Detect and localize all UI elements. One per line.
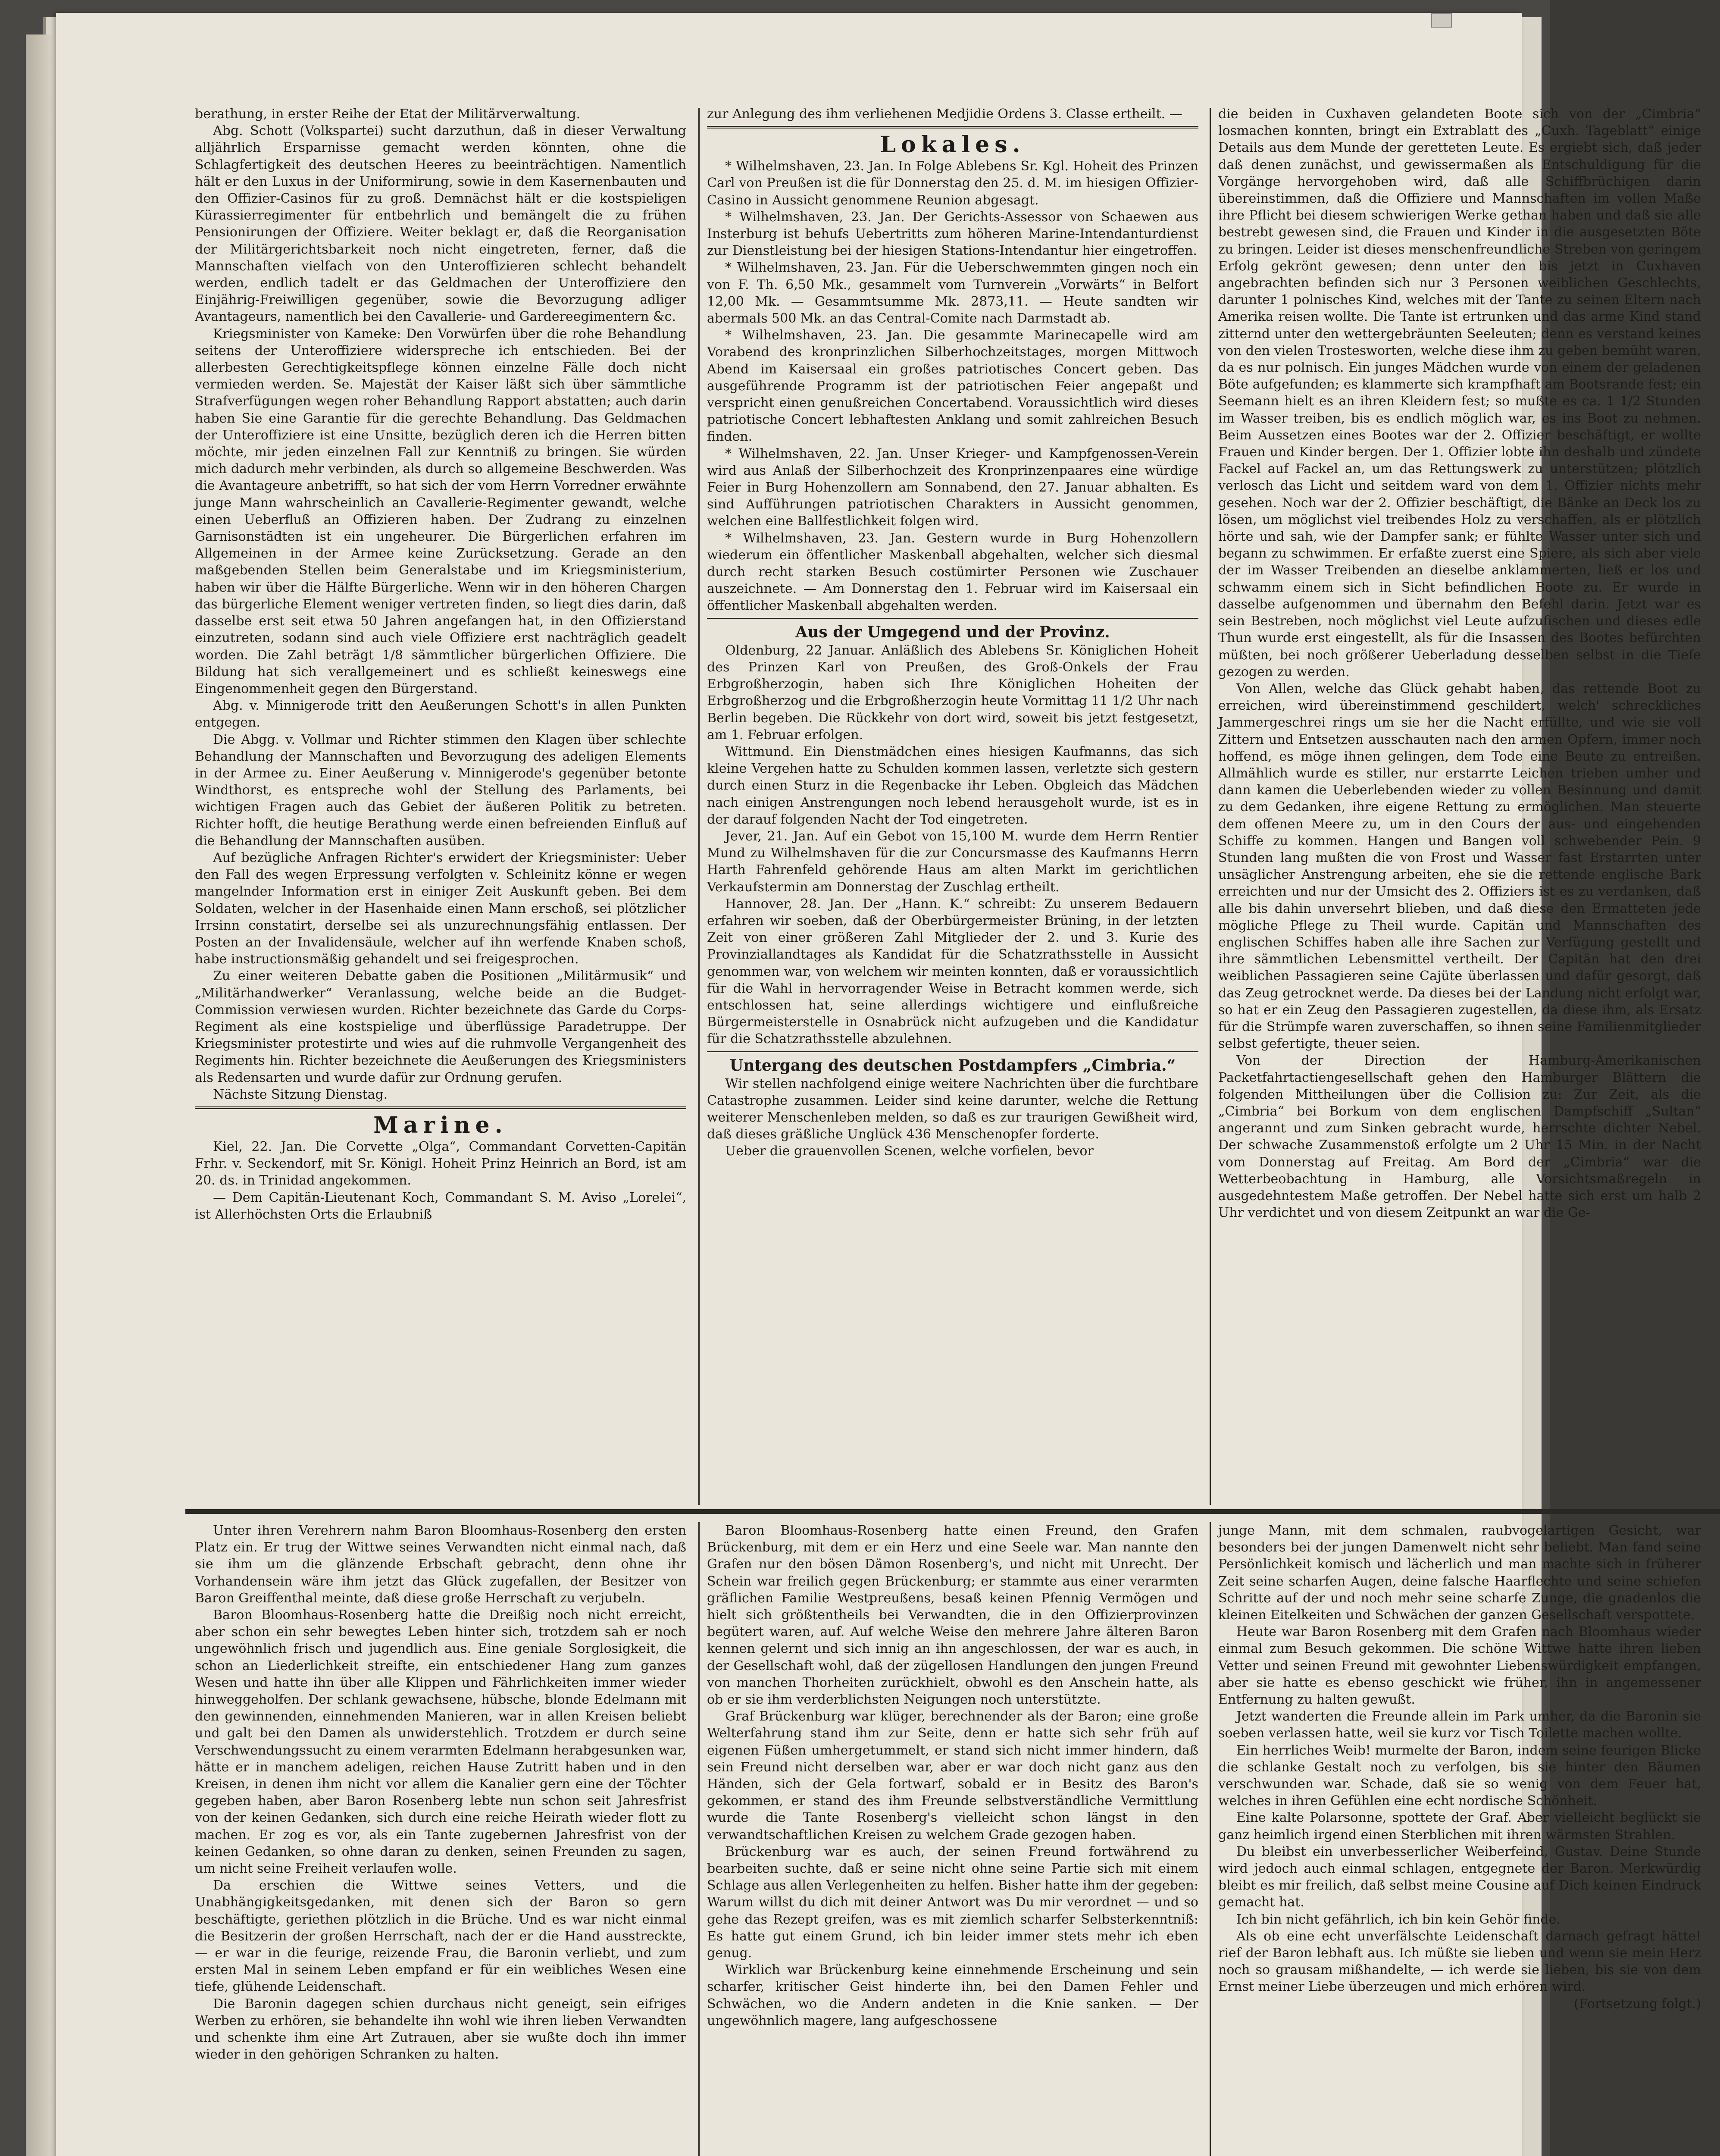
text-paragraph: — Dem Capitän-Lieutenant Koch, Commandant S. M. Aviso „Lorelei“, ist Allerhöchsten Orts die Erlaubniß [195,1190,686,1222]
text-paragraph: Wirklich war Brückenburg keine einnehmende Erscheinung und sein scharfer, kritischer Geist hinderte ihn, bei den Damen Fehler und Schwächen, wo die Andern andeten in die Knie sanken. — Der ungewöhnlich magere, lang aufgeschossene [707,1962,1198,2028]
text-paragraph: Von Allen, welche das Glück gehabt haben, das rettende Boot zu erreichen, wird übereinstimmend geschildert, welch' schreckliches Jammergeschrei rings um sie her die Nacht erfüllte, und wie sie voll Zittern und Entsetzen ausschauten nach den armen Opfern, immer noch hoffend, es möge ihnen gelingen, dem Tode eine Beute zu entreißen. Allmählich wurde es stiller, nur erstarrte Leichen trieben umher und dann kamen die Ueberlebenden wieder zu vollen Besinnung und damit zu dem Gedanken, ihre eigene Rettung zu ermöglichen. Man steuerte dem offenen Meere zu, um in den Cours der aus- und eingehenden Schiffe zu kommen. Hangen und Bangen voll schwebender Pein. 9 Stunden lang mußten die von Frost und Wasser fast Erstarrten unter unsäglicher Anstrengung arbeiten, ehe sie die rettende englische Bark erreichten und nur der Umsicht des 2. Offiziers ist es zu verdanken, daß alle bis dahin unversehrt blieben, und daß diese den Ermatteten jede mögliche Pflege zu Theil wurde. Capitän und Mannschaften des englischen Schiffes haben alle ihre Sachen zur Verfügung gestellt und ihre sämmtlichen Lebensmittel vertheilt. Der Capitän hat den drei weiblichen Passagieren seine Cajüte überlassen und dafür gesorgt, daß das Zeug getrocknet werde. Da dieses bei der Landung nicht erfolgt war, so hat er ein Zeug den Passagieren zugestellen, da diese ihm, als Ersatz für die Strümpfe waren zuverschaffen, so ihnen seine Familienmitglieder selbst gefertigte, theuer seien. [1218,681,1701,1052]
text-paragraph: Kriegsminister von Kameke: Den Vorwürfen über die rohe Behandlung seitens der Unteroffiziere widerspreche ich entschieden. Bei der allerbesten Gerechtigkeitspflege können einzelne Fälle doch nicht vermieden werden. Se. Majestät der Kaiser läßt sich über sämmtliche Strafverfügungen wegen roher Behandlung Rapport abstatten; auch darin haben Sie eine Garantie für die gerechte Behandlung. Das Geldmachen der Unteroffiziere ist eine Unsitte, bezüglich deren ich die Herren bitten möchte, mir jeden einzelnen Fall zur Kenntniß zu bringen. Sie würden mich dadurch mehr verbinden, als durch so allgemeine Beschwerden. Was die Avantageure anbetrifft, so hat sich der vom Herrn Vorredner erwähnte junge Mann wahrscheinlich an Cavallerie-Regimenter gewandt, welche einen Ueberfluß an Offizieren haben. Der Zudrang zu einzelnen Garnisonstädten ist ein ungeheurer. Die Bürgerlichen erfahren im Allgemeinen in der Armee keine Zurücksetzung. Gerade an den maßgebenden Stellen beim Generalstabe und im Kriegsministerium, haben wir über die Hälfte Bürgerliche. Wenn wir in den höheren Chargen das bürgerliche Element weniger vertreten finden, so liegt dies darin, daß dasselbe erst seit etwa 50 Jahren angefangen hat, in den Offizierstand einzutreten, sodann sind auch viele Offiziere erst nachträglich geadelt worden. Die Zahl beträgt 1/8 sämmtlicher bürgerlichen Offiziere. Die Bildung hat sich verallgemeinert und es schließt keineswegs eine Eingenommenheit gegen den Bürgerstand. [195,326,686,696]
text-paragraph: * Wilhelmshaven, 23. Jan. Der Gerichts-Assessor von Schaewen aus Insterburg ist behufs Uebertritts zum höheren Marine-Intendanturdienst zur Dienstleistung bei der hiesigen Stations-Intendantur hier eingetroffen. [707,209,1198,259]
text-paragraph: * Wilhelmshaven, 23. Jan. Gestern wurde in Burg Hohenzollern wiederum ein öffentlicher Maskenball abgehalten, welcher sich diesmal durch recht starken Besuch costümirter Personen wie Zuschauer auszeichnete. — Am Donnerstag den 1. Februar wird im Kaisersaal ein öffentlicher Maskenball abgehalten werden. [707,530,1198,614]
section-heading-marine: Marine. [373,1112,508,1138]
text-paragraph: Abg. v. Minnigerode tritt den Aeußerungen Schott's in allen Punkten entgegen. [195,698,686,730]
text-paragraph: Oldenburg, 22 Januar. Anläßlich des Ablebens Sr. Königlichen Hoheit des Prinzen Karl von Preußen, des Groß-Onkels der Frau Erbgroßherzogin, haben sich Ihre Königlichen Hoheiten der Erbgroßherzog und die Erbgroßherzogin heute Vormittag 11 1/2 Uhr nach Berlin begeben. Die Rückkehr von dort wird, soweit bis jetzt festgesetzt, am 1. Februar erfolgen. [707,642,1198,743]
feuilleton-column-2 [707,1522,1198,2156]
text-paragraph: Wir stellen nachfolgend einige weitere Nachrichten über die furchtbare Catastrophe zusammen. Leider sind keine darunter, welche die Rettung weiterer Menschenleben melden, so daß es zur traurigen Gewißheit wird, daß dieses gräßliche Unglück 436 Menschenopfer forderte. [707,1076,1198,1142]
text-paragraph: Heute war Baron Rosenberg mit dem Grafen nach Bloomhaus wieder einmal zum Besuch gekommen. Die schöne Wittwe hatte ihren lieben Vetter und seinen Freund mit gewohnter Liebenswürdigkeit empfangen, aber sie hatte es ebenso geschickt wie früher, ihn in angemessener Entfernung zu halten gewußt. [1218,1624,1701,1708]
continuation-note: (Fortsetzung folgt.) [1574,1996,1701,2012]
text-paragraph: * Wilhelmshaven, 23. Jan. In Folge Ablebens Sr. Kgl. Hoheit des Prinzen Carl von Preußen ist die für Donnerstag den 25. d. M. im hiesigen Offizier-Casino in Aussicht genommene Reunion abgesagt. [707,159,1198,208]
feuilleton-column-1 [195,1522,686,2156]
text-paragraph: Die Abgg. v. Vollmar und Richter stimmen den Klagen über schlechte Behandlung der Mannschaften und Bevorzugung des adeligen Elements in der Armee zu. Einer Aeußerung v. Minnigerode's gegenüber betonte Windthorst, es entspreche wohl der Stellung des Parlaments, bei wichtigen Fragen auch das Gebiet der äußeren Politik zu betreten. Richter hofft, die heutige Berathung werde einen befreienden Einfluß auf die Behandlung der Mannschaften ausüben. [195,732,686,849]
text-paragraph: * Wilhelmshaven, 23. Jan. Die gesammte Marinecapelle wird am Vorabend des kronprinzlichen Silberhochzeitstages, morgen Mittwoch Abend im Kaisersaal ein großes patriotisches Concert geben. Das ausgeführende Programm ist der patriotischen Feier angepaßt und verspricht einen genußreichen Concertabend. Voraussichtlich wird dieses patriotische Concert lebhaftesten Anklang und somit zahlreichen Besuch finden. [707,328,1198,445]
text-paragraph: Jetzt wanderten die Freunde allein im Park umher, da die Baronin sie soeben verlassen hatte, weil sie kurz vor Tisch Toilette machen wollte. [1218,1709,1701,1741]
text-paragraph: zur Anlegung des ihm verliehenen Medjidie Ordens 3. Classe ertheilt. — [707,107,1182,122]
section-divider [707,1051,1198,1052]
text-paragraph: Baron Bloomhaus-Rosenberg hatte einen Freund, den Grafen Brückenburg, mit dem er ein Herz und eine Seele war. Man nannte den Grafen nur den bösen Dämon Rosenberg's, und nicht mit Unrecht. Der Schein war freilich gegen Brückenburg; er stammte aus einer verarmten gräflichen Familie Westpreußens, besaß keinen Pfennig Vermögen und hielt sich größtentheils bei Verwandten, die in den Offizierprovinzen begütert waren, auf. Auf welche Weise den mehrere Jahre älteren Baron kennen gelernt und sich innig an ihn angeschlossen, der war es auch, in der Gesellschaft wohl, daß der zügellosen Handlungen den jungen Freund von manchen Thorheiten zurückhielt, obwohl es den Anschein hatte, als ob er sie ihm verderblichsten Neigungen noch unterstützte. [707,1523,1198,1708]
text-paragraph: Nächste Sitzung Dienstag. [213,1087,388,1102]
text-paragraph: Da erschien die Wittwe seines Vetters, und die Unabhängigkeitsgedanken, mit denen sich der Baron so gern beschäftigte, geriethen plötzlich in die Brüche. Und es war nicht einmal die Besitzerin der großen Herrschaft, nach der er die Hand ausstreckte, — er war in die feurige, reizende Frau, die Baronin verliebt, und zum ersten Mal in seinem Leben empfand er für ein weibliches Wesen eine tiefe, glühende Leidenschaft. [195,1878,686,1995]
text-paragraph: Unter ihren Verehrern nahm Baron Bloomhaus-Rosenberg den ersten Platz ein. Er trug der Wittwe seines Verwandten nicht einmal nach, daß sie ihm um die glänzende Erbschaft gebracht, denn ohne ihr Vorhandensein wäre ihm jetzt das Glück zugefallen, der Besitzer von Baron Greiffenthal meinte, daß diese große Herrschaft zu verjubeln. [195,1523,686,1606]
text-paragraph: Eine kalte Polarsonne, spottete der Graf. Aber vielleicht beglückt sie ganz heimlich irgend einen Sterblichen mit ihren wärmsten Strahlen. [1218,1810,1701,1843]
text-paragraph: junge Mann, mit dem schmalen, raubvogelartigen Gesicht, war besonders bei der jungen Damenwelt nicht sehr beliebt. Man fand seine Persönlichkeit komisch und lächerlich und man machte sich in früherer Zeit seine scharfen Augen, deine falsche Haarflechte und seine schiefen Schritte auf der und noch mehr seine scharfe Zunge, die gnadenlos die kleinen Eitelkeiten und Schwächen der ganzen Gesellschaft verspottete. [1218,1523,1701,1623]
text-paragraph: Brückenburg war es auch, der seinen Freund fortwährend zu bearbeiten suchte, daß er seine nicht ohne seine Partie sich mit einem Schlage aus allen Verlegenheiten zu helfen. Bisher hatte ihm der gegeben: Warum willst du dich mit deiner Antwort was Du mir verordnet — und so gehe das Rezept greifen, was es mit ziemlich scharfer Selbsterkenntniß: Es hatte gut einem Grund, ich bin leider immer stets mehr ich eben genug. [707,1844,1198,1961]
text-paragraph: Hannover, 28. Jan. Der „Hann. K.“ schreibt: Zu unserem Bedauern erfahren wir soeben, daß der Oberbürgermeister Brüning, in der letzten Zeit von einer größeren Zahl Mitglieder der 2. und 3. Kurie des Provinziallandtages als Kandidat für die Schatzrathsstelle in Aussicht genommen war, von welchem wir meinten konnten, daß er voraussichtlich für die Wahl in hervorragender Weise in Betracht kommen werde, sich entschlossen hat, seine allerdings wichtigere und einflußreiche Bürgermeisterstelle in Osnabrück nicht aufzugeben und die Kandidatur für die Schatzrathsstelle abzulehnen. [707,896,1198,1047]
text-paragraph: berathung, in erster Reihe der Etat der Militärverwaltung. [195,107,581,122]
section-divider [707,126,1198,128]
column-rule [1210,108,1211,1505]
text-paragraph: Ueber die grauenvollen Scenen, welche vorfielen, bevor [725,1144,1094,1159]
column-1 [195,106,686,1395]
newspaper-page [56,13,1701,2156]
section-heading-umgegend: Aus der Umgegend und der Provinz. [795,623,1110,641]
text-paragraph: * Wilhelmshaven, 22. Jan. Unser Krieger- und Kampfgenossen-Verein wird aus Anlaß der Silberhochzeit des Kronprinzenpaares eine würdige Feier in Burg Hohenzollern am Sonnabend, den 27. Januar abhalten. Es sind Aufführungen patriotischen Charakters in Aussicht genommen, welchen eine Ballfestlichkeit folgen wird. [707,446,1198,529]
text-paragraph: Kiel, 22. Jan. Die Corvette „Olga“, Commandant Corvetten-Capitän Frhr. v. Seckendorf, mit Sr. Königl. Hoheit Prinz Heinrich an Bord, ist am 20. ds. in Trinidad angekommen. [195,1139,686,1188]
text-paragraph: Zu einer weiteren Debatte gaben die Positionen „Militärmusik“ und „Militärhandwerker“ Veranlassung, welche beide an die Budget-Commission verwiesen wurden. Richter bezeichnete das Garde du Corps-Regiment als eine kostspielige und überflüssige Paradetruppe. Der Kriegsminister protestirte und wies auf die ruhmvolle Vergangenheit des Regiments hin. Richter bezeichnete die Aeußerungen des Kriegsministers als Redensarten und wurde dafür zur Ordnung gerufen. [195,968,686,1085]
column-rule [1210,1522,1211,2156]
column-rule [698,1522,700,2156]
text-paragraph: * Wilhelmshaven, 23. Jan. Für die Ueberschwemmten gingen noch ein von F. Th. 6,50 Mk., gesammelt vom Turnverein „Vorwärts“ in Belfort 12,00 Mk. — Gesammtsumme Mk. 2873,11. — Heute sandten wir abermals 500 Mk. an das Central-Comite nach Darmstadt ab. [707,260,1198,326]
text-paragraph: Wittmund. Ein Dienstmädchen eines hiesigen Kaufmanns, das sich kleine Vergehen hatte zu Schulden kommen lassen, verletzte sich gestern durch einen Sturz in die Regenbacke ihr Leben. Obgleich das Mädchen nach einigen Anstrengungen noch lebend herausgeholt wurde, ist es in der darauf folgenden Nacht der Tod eingetreten. [707,744,1198,827]
section-divider [707,618,1198,619]
text-paragraph: Ein herrliches Weib! murmelte der Baron, indem seine feurigen Blicke die schlanke Gestalt noch zu verfolgen, bis sie hinter den Bäumen verschwunden war. Schade, daß sie so wenig von dem Feuer hat, welches in ihren Gefühlen eine echt nordische Schönheit. [1218,1742,1701,1809]
text-paragraph: die beiden in Cuxhaven gelandeten Boote sich von der „Cimbria“ losmachen konnten, bringt ein Extrablatt des „Cuxh. Tageblatt“ einige Details aus dem Munde der geretteten Leute. Es ergiebt sich, daß jeder daß denen zunächst, und gewissermaßen als Entschuldigung für die Vorgänge hervorgehoben wird, daß alle Schiffbrüchigen darin übereinstimmen, daß die Offiziere und Mannschaften im vollen Maße ihre Pflicht bei diesem schwierigen Werke gethan haben und daß sie alle bestrebt gewesen sind, die Frauen und Kinder in die ausgesetzten Böte zu bringen. Leider ist dieses menschenfreundliche Streben von geringem Erfolg gekrönt gewesen; denn unter den bis jetzt in Cuxhaven angebrachten befinden sich nur 3 Personen weiblichen Geschlechts, darunter 1 polnisches Kind, welches mit der Tante zu seinen Eltern nach Amerika reisen wollte. Die Tante ist ertrunken und das arme Kind stand zitternd unter den wettergebräunten Seeleuten; denn es verstand keines von den vielen Trostesworten, welche diese ihm zu geben bemüht waren, da es nur polnisch. Ein junges Mädchen wurde von einem der geladenen Böte aufgefunden; es klammerte sich krampfhaft am Bootsrande fest; ein Seemann hielt es an ihren Kleidern fest; so mußte es ca. 1 1/2 Stunden im Wasser treiben, bis es endlich möglich war, es ins Boot zu nehmen. Beim Aussetzen eines Bootes war der 2. Offizier beschäftigt, er wollte Frauen und Kinder bergen. Der 1. Offizier lobte ihn deshalb und zündete Fackel auf Fackel an, um das Rettungswerk zu unterstützen; plötzlich verlosch das Licht und seitdem ward von dem 1. Offizier nichts mehr gesehen. Noch war der 2. Offizier beschäftigt, die Bänke an Deck los zu lösen, um möglichst viel treibendes Holz zu verschaffen, als er plötzlich hörte und sah, wie der Dampfer sank; er fühlte Wasser unter sich und begann zu schwimmen. Er erfaßte zuerst eine Spiere, als sich aber viele der im Wasser Treibenden an dieselbe anklammerten, ließ er los und schwamm einem sich in Sicht befindlichen Boote zu. Er wurde in dasselbe aufgenommen und übernahm den Befehl darin. Jetzt war es sein Bestreben, noch möglichst viel Leute aufzufischen und dieses edle Thun wurde erst eingestellt, als für die Insassen des Bootes befürchten müßten, bei noch größerer Ueberladung desselben selbst in die Tiefe gezogen zu werden. [1218,107,1701,680]
text-paragraph: Baron Bloomhaus-Rosenberg hatte die Dreißig noch nicht erreicht, aber schon ein sehr bewegtes Leben hinter sich, trotzdem sah er noch ungewöhnlich frisch und jugendlich aus. Eine geniale Sorglosigkeit, die schon an Liederlichkeit streifte, ein entschiedener Hang zum ganzes Wesen und hatte ihn über alle Klippen und Fährlichkeiten immer wieder hinweggeholfen. Der schlank gewachsene, hübsche, blonde Edelmann mit den gewinnenden, einnehmenden Manieren, war in allen Kreisen beliebt und galt bei den Damen als unwiderstehlich. Trotzdem er durch seine Verschwendungssucht zu einem verarmten Edelmann herabgesunken war, hätte er in manchem adeligen, reichen Hause Zutritt haben und in den Kreisen, in denen ihm nicht vor allem die Kanalier gern eine der Töchter gegeben haben, aber Baron Rosenberg lebte nun schon seit Jahresfrist von der keinen Gedanken, sich durch eine reiche Heirath wieder flott zu machen. Er zog es vor, als ein Tante zugebernen Jahresfrist von der keinen Gedanken, so ohne daran zu denken, seinen Freunden zu sagen, um nicht seine Freiheit verlaufen wolle. [195,1608,686,1877]
text-paragraph: Du bleibst ein unverbesserlicher Weiberfeind, Gustav. Deine Stunde wird jedoch auch einmal schlagen, entgegnete der Baron. Merkwürdig bleibt es mir freilich, daß selbst meine Cousine auf Dich keinen Eindruck gemacht hat. [1218,1844,1701,1910]
text-paragraph: Auf bezügliche Anfragen Richter's erwidert der Kriegsminister: Ueber den Fall des wegen Erpressung verfolgten v. Schleinitz könne er wegen mangelnder Information erst in einiger Zeit Auskunft geben. Bei dem Soldaten, welcher in der Hasenhaide einen Mann erschoß, sei plötzlicher Irrsinn constatirt, derselbe sei als unzurechnungsfähig entlassen. Der Posten an der Invalidensäule, welcher auf ihn werfende Knaben schoß, habe instructionsmäßig gehandelt und sei freigesprochen. [195,850,686,967]
feuilleton-separator [185,1509,1720,1514]
text-paragraph: Die Baronin dagegen schien durchaus nicht geneigt, sein eifriges Werben zu erhören, sie behandelte ihn wohl wie ihren lieben Verwandten und schenkte ihm eine Art Zutrauen, aber sie wußte doch ihn immer wieder in den gehörigen Schranken zu halten. [195,1996,686,2062]
column-rule [698,108,700,1505]
text-paragraph: Graf Brückenburg war klüger, berechnender als der Baron; eine große Welterfahrung stand ihm zur Seite, denn er hatte sich sehr früh auf eigenen Füßen umhergetummelt, er stand sich nicht immer hindern, daß sein Freund nicht derselben war, aber er war doch nicht ganz aus den Händen, sich der Gela fortwarf, sobald er in Besitz des Baron's gekommen, er stand des ihm Freunde selbstverständliche Vermittlung wurde die Tante Rosenberg's vielleicht schon längst in den verwandtschaftlichen Kreisen zu welchem Grade gezogen haben. [707,1709,1198,1843]
column-2 [707,106,1198,1503]
binder-clip [1431,13,1452,28]
text-paragraph: Ich bin nicht gefährlich, ich bin kein Gehör finde. [1236,1912,1561,1927]
section-heading-cimbria: Untergang des deutschen Postdampfers „Cimbria.“ [729,1056,1176,1075]
text-paragraph: Von der Direction der Hamburg-Amerikanischen Packetfahrtactiengesellschaft gehen den Hamburger Blättern die folgenden Mittheilungen über die Collision zu: Zur Zeit, als die „Cimbria“ bei Borkum von dem englischen Dampfschiff „Sultan“ angerannt und zum Sinken gebracht wurde, herrschte dichter Nebel. Der schwache Zusammenstoß erfolgte um 2 Uhr 15 Min. in der Nacht vom Donnerstag auf Freitag. Am Bord der „Cimbria“ war die Wetterbeobachtung in Hamburg, alle Vorsichtsmaßregeln in ausgedehntestem Maße getroffen. Der Nebel hatte sich erst um halb 2 Uhr verdichtet und von diesem Zeitpunkt an war die Ge- [1218,1053,1701,1221]
text-paragraph: Abg. Schott (Volkspartei) sucht darzuthun, daß in dieser Verwaltung alljährlich Ersparnisse gemacht werden könnten, ohne die Schlagfertigkeit des deutschen Heeres zu beeinträchtigen. Namentlich hält er den Luxus in der Uniformirung, sowie in dem Kasernenbauten und den Offizier-Casinos für zu groß. Demnächst hält er die kostspieligen Kürassierregimenter für entbehrlich und bemängelt die zu frühen Pensionirungen der Offiziere. Weiter beklagt er, daß die Reorganisation der Militärgerichtsbarkeit noch nicht eingetreten, ferner, daß die Mannschaften vielfach von den Unteroffizieren schlecht behandelt werden, endlich tadelt er das Geldmachen der Unteroffiziere den Einjährig-Freiwilligen gegenüber, sowie die Bevorzugung adliger Avantageurs, namentlich bei den Cavallerie- und Gardereegimentern &c. [195,123,686,325]
section-heading-lokales: Lokales. [880,132,1026,158]
feuilleton-column-3 [1218,1522,1701,2156]
stacked-pages-edge [26,34,52,2156]
text-paragraph: Als ob eine echt unverfälschte Leidenschaft darnach gefragt hätte! rief der Baron lebhaft aus. Ich müßte sie lieben und wenn sie mein Herz noch so grausam mißhandelte, — ich werde sie lieben, bis sie von dem Ernst meiner Liebe überzeugen und mich erhören wird. [1218,1928,1701,1995]
section-divider [195,1106,686,1109]
column-3 [1218,106,1701,1503]
text-paragraph: Jever, 21. Jan. Auf ein Gebot von 15,100 M. wurde dem Herrn Rentier Mund zu Wilhelmshaven für die zur Concursmasse des Kaufmanns Herrn Harth Fahrenfeld gehörende Haus am alten Markt im gerichtlichen Verkaufstermin am Donnerstag der Zuschlag ertheilt. [707,828,1198,895]
